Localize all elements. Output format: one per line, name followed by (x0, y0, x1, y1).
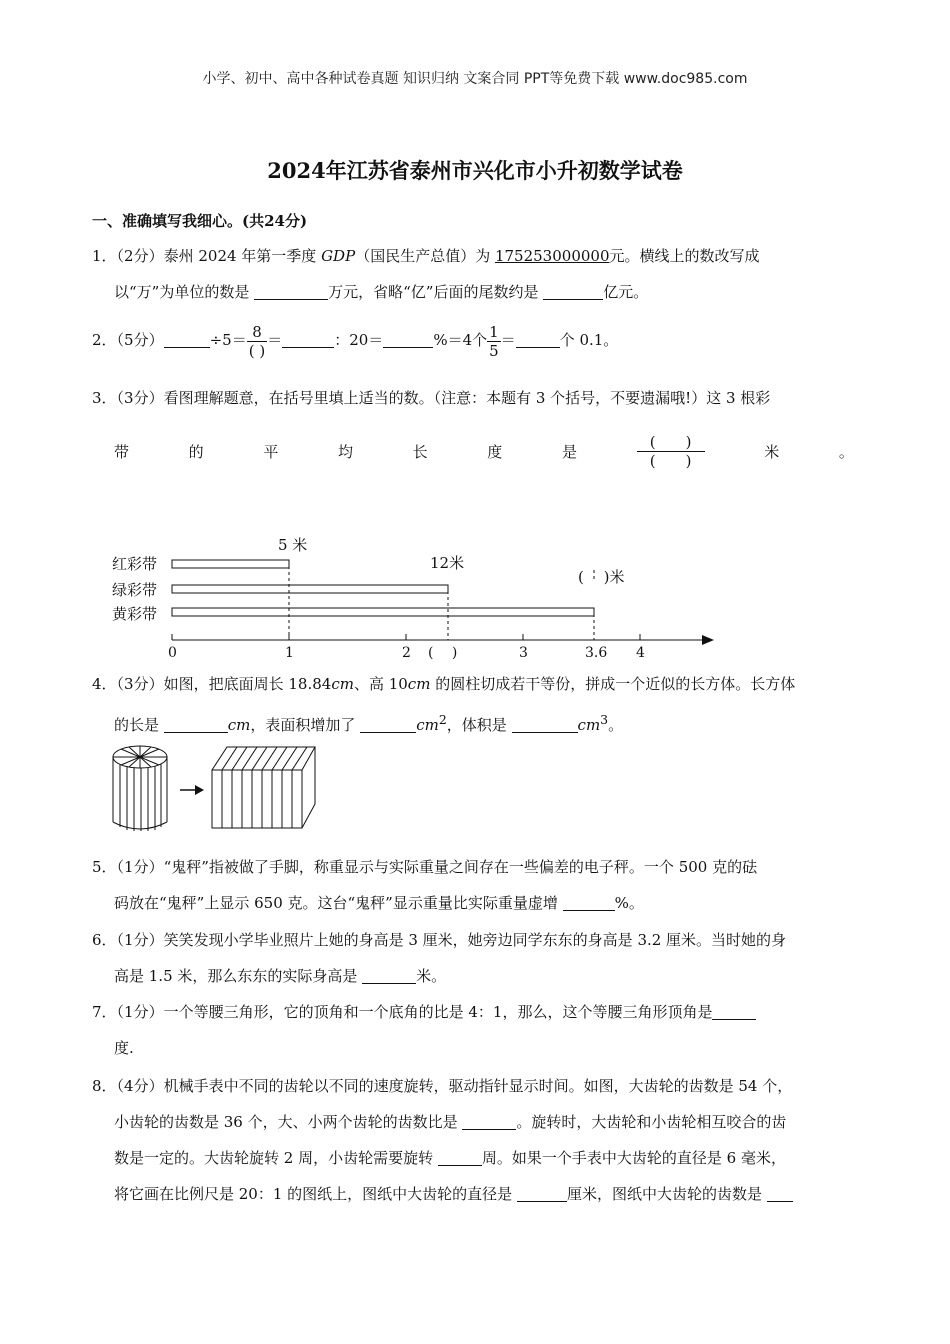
answer-blank[interactable] (767, 1185, 793, 1202)
fraction: $\frac{8}{( )}$ (248, 322, 266, 360)
answer-blank[interactable] (360, 716, 416, 733)
question-7: 7．（1分）一个等腰三角形，它的顶角和一个底角的比是 4：1，那么，这个等腰三角形顶角是 度. (92, 994, 862, 1066)
answer-blank[interactable] (362, 967, 416, 984)
tick-label: 1 (285, 645, 294, 660)
page-header: 小学、初中、高中各种试卷真题 知识归纳 文案合同 PPT等免费下载 www.doc985.com (202, 71, 748, 87)
question-4: 4．（3分）如图，把底面周长 18.84cm、高 10cm 的圆柱切成若干等份，拼成一个近似的长方体。长方体 的长是 cm，表面积增加了 $cm^2$，体积是 $cm^3$。 (92, 675, 796, 734)
tick-label: 2 (402, 645, 411, 660)
question-8: 8．（4分）机械手表中不同的齿轮以不同的速度旋转，驱动指针显示时间。如图，大齿轮的齿数是 54 个， 小齿轮的齿数是 36 个，大、小两个齿轮的齿数比是 。旋转时，大齿轮和小齿轮相互咬合的齿 数是一定的。大齿轮旋转 2 周，小齿轮需要旋转 周。如果一个手表中大齿轮的直径是 6 毫米， 将它画在比例尺是 20：1 的图纸上，图纸中大齿轮的直径是 厘米，图纸中大齿轮的齿数是 (92, 1077, 793, 1203)
label-red: 红彩带 (112, 555, 158, 573)
question-6: 6．（1分）笑笑发现小学毕业照片上她的身高是 3 厘米，她旁边同学东东的身高是 3.2 厘米。当时她的身 高是 1.5 米，那么东东的实际身高是 米。 (92, 931, 787, 985)
underlined-number: 175253000000 (494, 247, 610, 265)
answer-blank[interactable] (438, 1149, 482, 1166)
answer-blank[interactable] (563, 894, 615, 911)
answer-blank[interactable] (383, 331, 433, 348)
question-3: 3．（3分）看图理解题意，在括号里填上适当的数。（注意：本题有 3 个括号，不要遗漏哦!）这 3 根彩 (92, 389, 771, 407)
answer-blank[interactable] (512, 716, 578, 733)
label-yellow: 黄彩带 (112, 605, 158, 623)
answer-blank[interactable] (517, 1185, 567, 1202)
question-1: 1．（2分）泰州 2024 年第一季度 GDP（国民生产总值）为 175253000000元。横线上的数改写成 以“万”为单位的数是 万元，省略“亿”后面的尾数约是 亿元。 (92, 247, 760, 301)
cylinder-figure (105, 742, 345, 834)
len-green: 12米 (430, 554, 465, 572)
answer-blank[interactable] (164, 331, 210, 348)
question-2: 2．（5分） ÷5＝ $\frac{8}{( )}$ ＝ ：20＝ %＝4个 $\frac{1}{5}$ ＝ 个 0.1。 (92, 322, 619, 360)
arrow-head (702, 635, 714, 645)
answer-blank[interactable] (516, 331, 560, 348)
len-red: 5 米 (278, 536, 308, 554)
ribbon-figure (100, 530, 730, 660)
red-ribbon (172, 560, 289, 568)
tick-label: ( ) (428, 645, 458, 660)
tick-label: 0 (168, 645, 177, 660)
yellow-ribbon (172, 608, 594, 616)
tick-label: 4 (636, 645, 645, 660)
answer-fraction[interactable]: $\frac{( )}{( )}$ (637, 433, 705, 470)
tick-label: 3 (519, 645, 528, 660)
answer-blank[interactable] (543, 283, 603, 300)
exam-title: 2024年江苏省泰州市兴化市小升初数学试卷 (267, 158, 683, 183)
label-green: 绿彩带 (112, 581, 158, 599)
question-5: 5．（1分）“鬼秤”指被做了手脚，称重显示与实际重量之间存在一些偏差的电子秤。一个 500 克的砝 码放在“鬼秤”上显示 650 克。这台“鬼秤”显示重量比实际重量虚增 %。 (92, 858, 758, 912)
tick-label: 3.6 (585, 645, 608, 660)
cuboid-front (212, 770, 302, 828)
answer-blank[interactable] (254, 283, 328, 300)
question-3-line2: 带 的 平 均 长 度 是 $\frac{( )}{( )}$ 米 。 (114, 433, 854, 470)
arrow-icon (195, 785, 204, 795)
answer-blank[interactable] (164, 716, 228, 733)
answer-blank[interactable] (712, 1003, 756, 1020)
section-heading: 一、准确填写我细心。(共24分) (92, 212, 308, 230)
answer-blank[interactable] (282, 331, 334, 348)
green-ribbon (172, 585, 448, 593)
len-yellow: ( )米 (578, 568, 625, 586)
answer-blank[interactable] (462, 1113, 516, 1130)
fraction: $\frac{1}{5}$ (489, 322, 499, 360)
